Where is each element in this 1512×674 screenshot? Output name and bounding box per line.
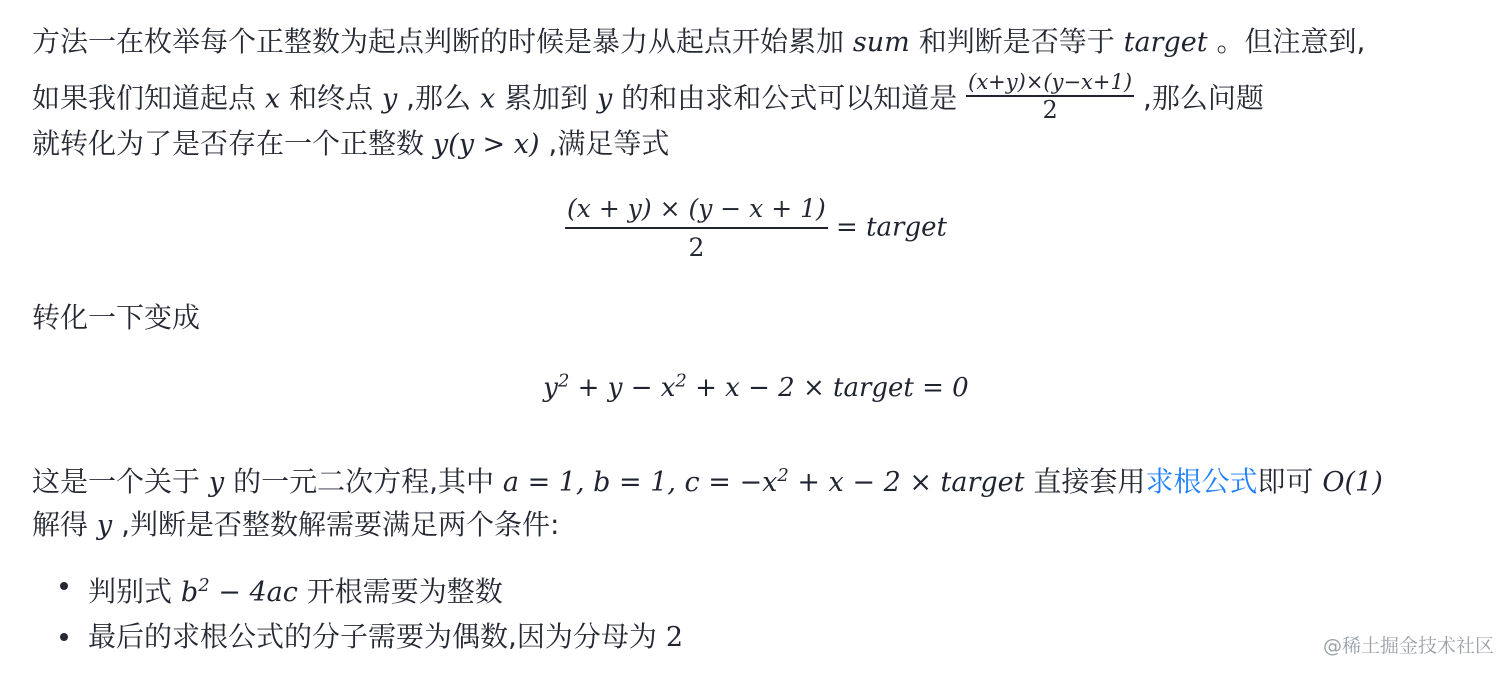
exponent: 2 [777,465,789,486]
paragraph-3-line-1 [32,456,1383,503]
paragraph-1-line-2 [32,70,1264,124]
text: ,判断是否整数解需要满足两个条件: [121,508,560,541]
math-part: b [180,577,199,608]
fraction-denominator: 2 [688,233,705,262]
text: 转化一下变成 [32,301,201,334]
text: ,满足等式 [548,127,670,160]
exponent: 2 [557,370,570,391]
math-part: + x − 2 × target = 0 [686,372,969,403]
inline-fraction [966,70,1134,124]
paragraph-3-line-2 [32,505,559,546]
math-part: − 4ac [209,577,298,608]
text: 就转化为了是否存在一个正整数 [32,127,425,160]
text: 累加到 [504,81,589,115]
equation-rhs: = target [836,212,947,243]
fraction-denominator: 2 [1042,96,1058,124]
math-y: y [96,510,113,541]
text: 。但注意到, [1216,25,1366,58]
exponent: 2 [675,370,687,391]
math-coefficients [503,467,1025,498]
text: 这是一个关于 [32,465,201,498]
text: ,那么 [406,81,472,115]
bullet-icon [60,633,68,641]
text: 和判断是否等于 [918,25,1115,58]
math-x: x [479,83,496,115]
quadratic-formula-link[interactable]: 求根公式 [1145,465,1258,498]
paragraph-1-line-3 [32,124,669,165]
math-target: target [1123,27,1208,58]
paragraph-2 [32,298,200,338]
list-item [88,566,503,613]
text: 解得 [32,508,89,541]
math-part: + y − x [569,372,676,403]
display-equation-2 [0,370,1512,403]
math-sum: sum [852,27,910,58]
bullet-icon [60,582,68,590]
math-y: y [208,467,225,498]
paragraph-1-line-1 [32,22,1365,63]
text: 和终点 [289,81,374,115]
fraction-numerator: (x + y) × (y − x + 1) [565,196,828,229]
text: 即可 [1257,465,1314,498]
math-complexity: O(1) [1322,467,1383,498]
text: 直接套用 [1033,465,1146,498]
math-discriminant [181,577,298,608]
display-equation-1 [0,196,1512,260]
math-part: a = 1, b = 1, c = −x [502,467,778,498]
text: 判别式 [88,575,173,608]
equation-2-expression [543,370,969,403]
math-x: x [264,83,281,115]
math-part: + x − 2 × target [788,467,1025,498]
fraction-numerator: (x+y)×(y−x+1) [966,72,1134,97]
math-y: y [597,83,613,115]
exponent: 2 [198,575,210,596]
equation-fraction [565,196,828,260]
math-y: y [543,372,558,403]
text: 最后的求根公式的分子需要为偶数,因为分母为 [88,620,657,653]
math-two: 2 [665,622,683,653]
list-item [88,617,683,658]
text: 的和由求和公式可以知道是 [621,81,958,115]
math-y: y [381,83,398,115]
text: ,那么问题 [1142,81,1264,115]
text: 的一元二次方程,其中 [233,465,494,498]
watermark: @稀土掘金技术社区 [1322,635,1494,657]
text: 如果我们知道起点 [32,81,257,115]
text: 开根需要为整数 [306,575,503,608]
text: 方法一在枚举每个正整数为起点判断的时候是暴力从起点开始累加 [32,25,845,58]
math-condition: y(y > x) [432,129,540,160]
